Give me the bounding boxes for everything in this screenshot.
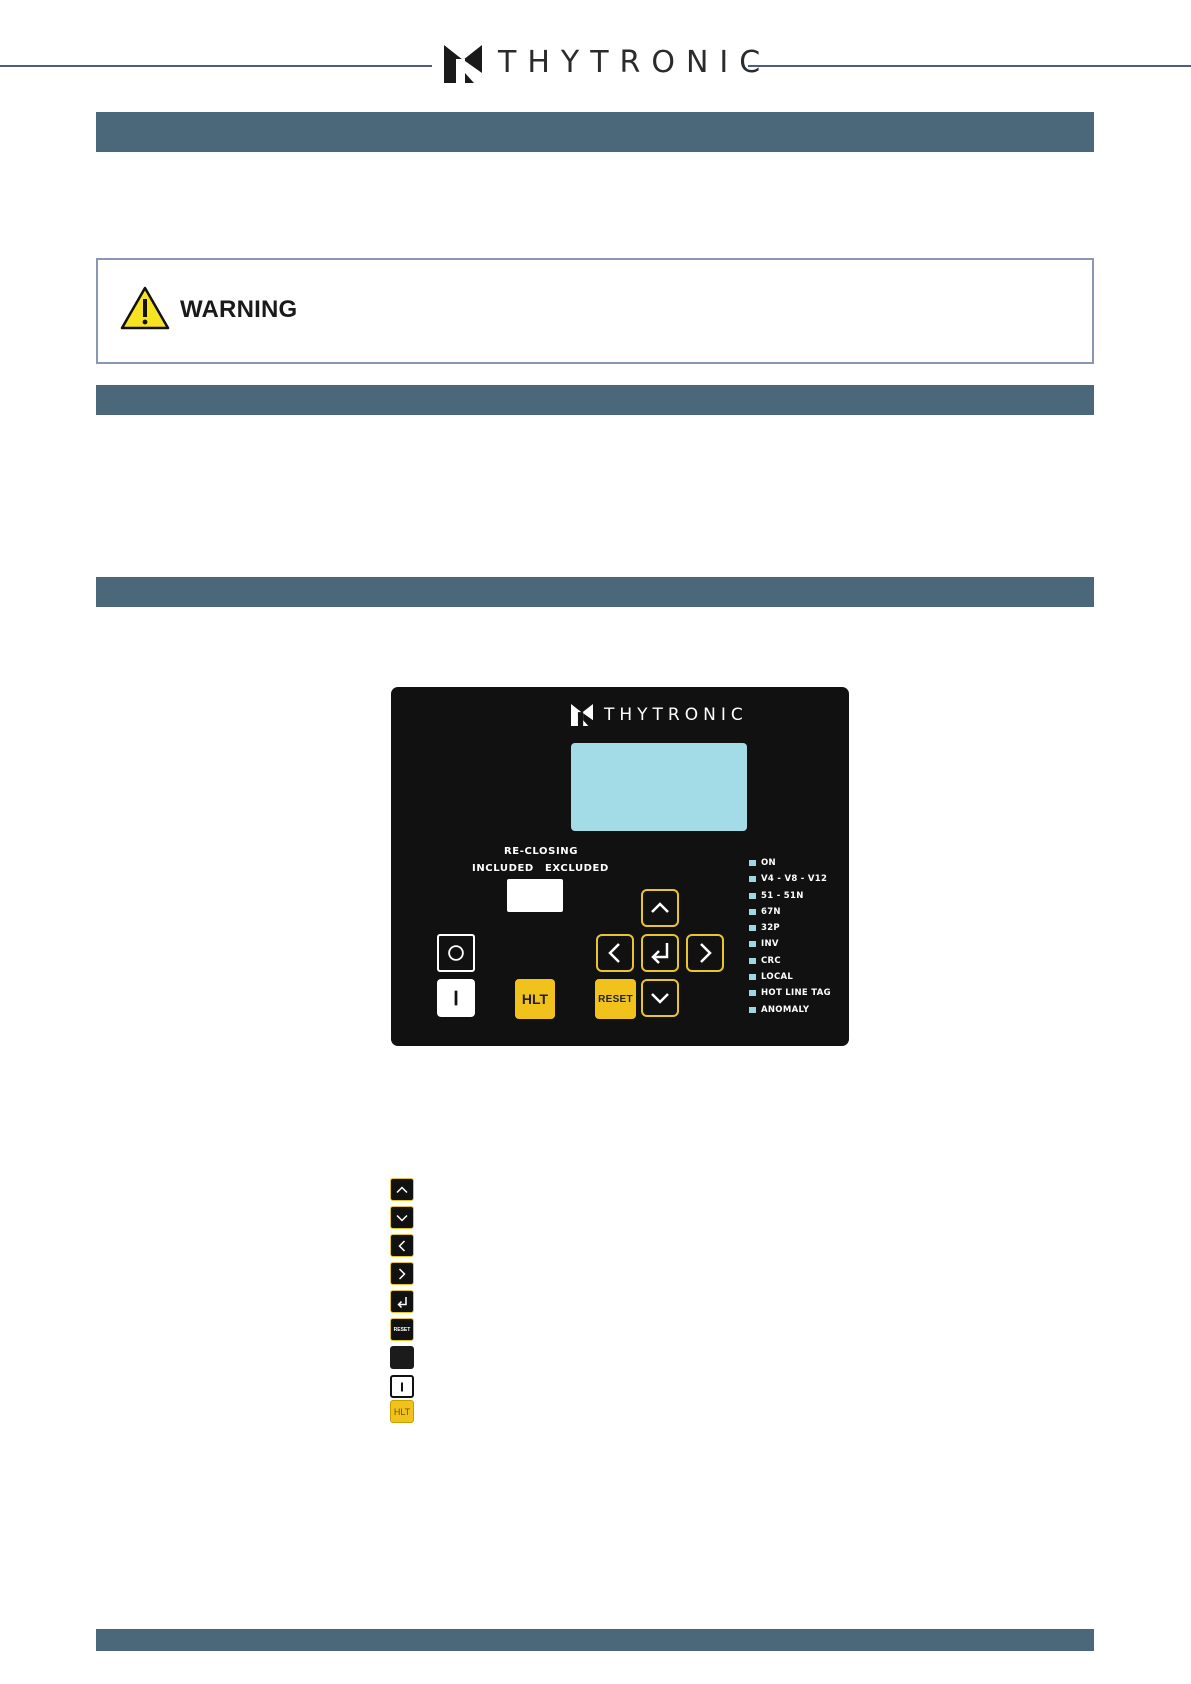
enter-return-icon <box>395 1295 409 1309</box>
reclosing-excluded-label: EXCLUDED <box>545 863 609 874</box>
reset-key[interactable]: RESET <box>595 979 636 1019</box>
legend-left-key <box>390 1234 414 1257</box>
led-indicator <box>749 876 756 882</box>
section-band-3 <box>96 577 1094 607</box>
led-indicator <box>749 990 756 996</box>
led-label: INV <box>761 939 779 950</box>
reclosing-selector-switch[interactable] <box>507 879 563 912</box>
chevron-left-icon <box>603 941 627 965</box>
chevron-down-icon <box>395 1211 409 1225</box>
led-indicator <box>749 909 756 915</box>
chevron-right-icon <box>693 941 717 965</box>
brand-name: THYTRONIC <box>498 45 772 80</box>
led-label: CRC <box>761 955 781 966</box>
legend-reset-key: RESET <box>390 1318 414 1341</box>
warning-box <box>96 258 1094 364</box>
legend-open-key <box>390 1346 414 1369</box>
up-key[interactable] <box>641 889 679 927</box>
hlt-key[interactable]: HLT <box>515 979 555 1019</box>
thytronic-logo-icon <box>444 45 482 83</box>
chevron-right-icon <box>395 1267 409 1281</box>
close-breaker-key[interactable] <box>437 979 475 1017</box>
warning-label: WARNING <box>180 296 298 323</box>
led-label: 67N <box>761 906 781 917</box>
legend-hlt-key: HLT <box>390 1400 414 1423</box>
header-rule-left <box>0 65 432 67</box>
led-indicator <box>749 893 756 899</box>
warning-triangle-icon <box>120 286 170 330</box>
chevron-left-icon <box>395 1239 409 1253</box>
led-indicator <box>749 958 756 964</box>
lcd-display <box>571 743 747 831</box>
led-indicator <box>749 925 756 931</box>
reclosing-title: RE-CLOSING <box>504 846 579 857</box>
legend-enter-key <box>390 1290 414 1313</box>
enter-return-icon <box>648 941 672 965</box>
thytronic-logo-icon <box>571 704 593 726</box>
chevron-down-icon <box>648 986 672 1010</box>
led-indicator <box>749 974 756 980</box>
bar-close-icon <box>445 987 467 1009</box>
left-key[interactable] <box>596 934 634 972</box>
legend-up-key <box>390 1178 414 1201</box>
legend-down-key <box>390 1206 414 1229</box>
led-indicator <box>749 860 756 866</box>
led-label: ON <box>761 858 776 868</box>
section-band-1 <box>96 112 1094 152</box>
circle-open-icon <box>445 942 467 964</box>
down-key[interactable] <box>641 979 679 1017</box>
led-label: ANOMALY <box>761 1004 810 1015</box>
legend-right-key <box>390 1262 414 1285</box>
device-front-panel <box>391 687 849 1046</box>
enter-key[interactable] <box>641 934 679 972</box>
panel-brand-name: THYTRONIC <box>604 705 748 725</box>
led-label: 51 - 51N <box>761 890 804 901</box>
chevron-up-icon <box>395 1183 409 1197</box>
bar-close-icon <box>395 1380 409 1394</box>
reclosing-included-label: INCLUDED <box>472 863 534 874</box>
led-label: HOT LINE TAG <box>761 988 831 999</box>
led-label: LOCAL <box>761 972 794 983</box>
led-indicator <box>749 941 756 947</box>
legend-close-key <box>390 1375 414 1398</box>
led-label: V4 - V8 - V12 <box>761 874 828 885</box>
led-indicator <box>749 1007 756 1013</box>
open-breaker-key[interactable] <box>437 934 475 972</box>
section-band-2 <box>96 385 1094 415</box>
footer-band <box>96 1629 1094 1651</box>
right-key[interactable] <box>686 934 724 972</box>
header-rule-right <box>748 65 1191 67</box>
led-label: 32P <box>761 923 780 934</box>
chevron-up-icon <box>648 896 672 920</box>
